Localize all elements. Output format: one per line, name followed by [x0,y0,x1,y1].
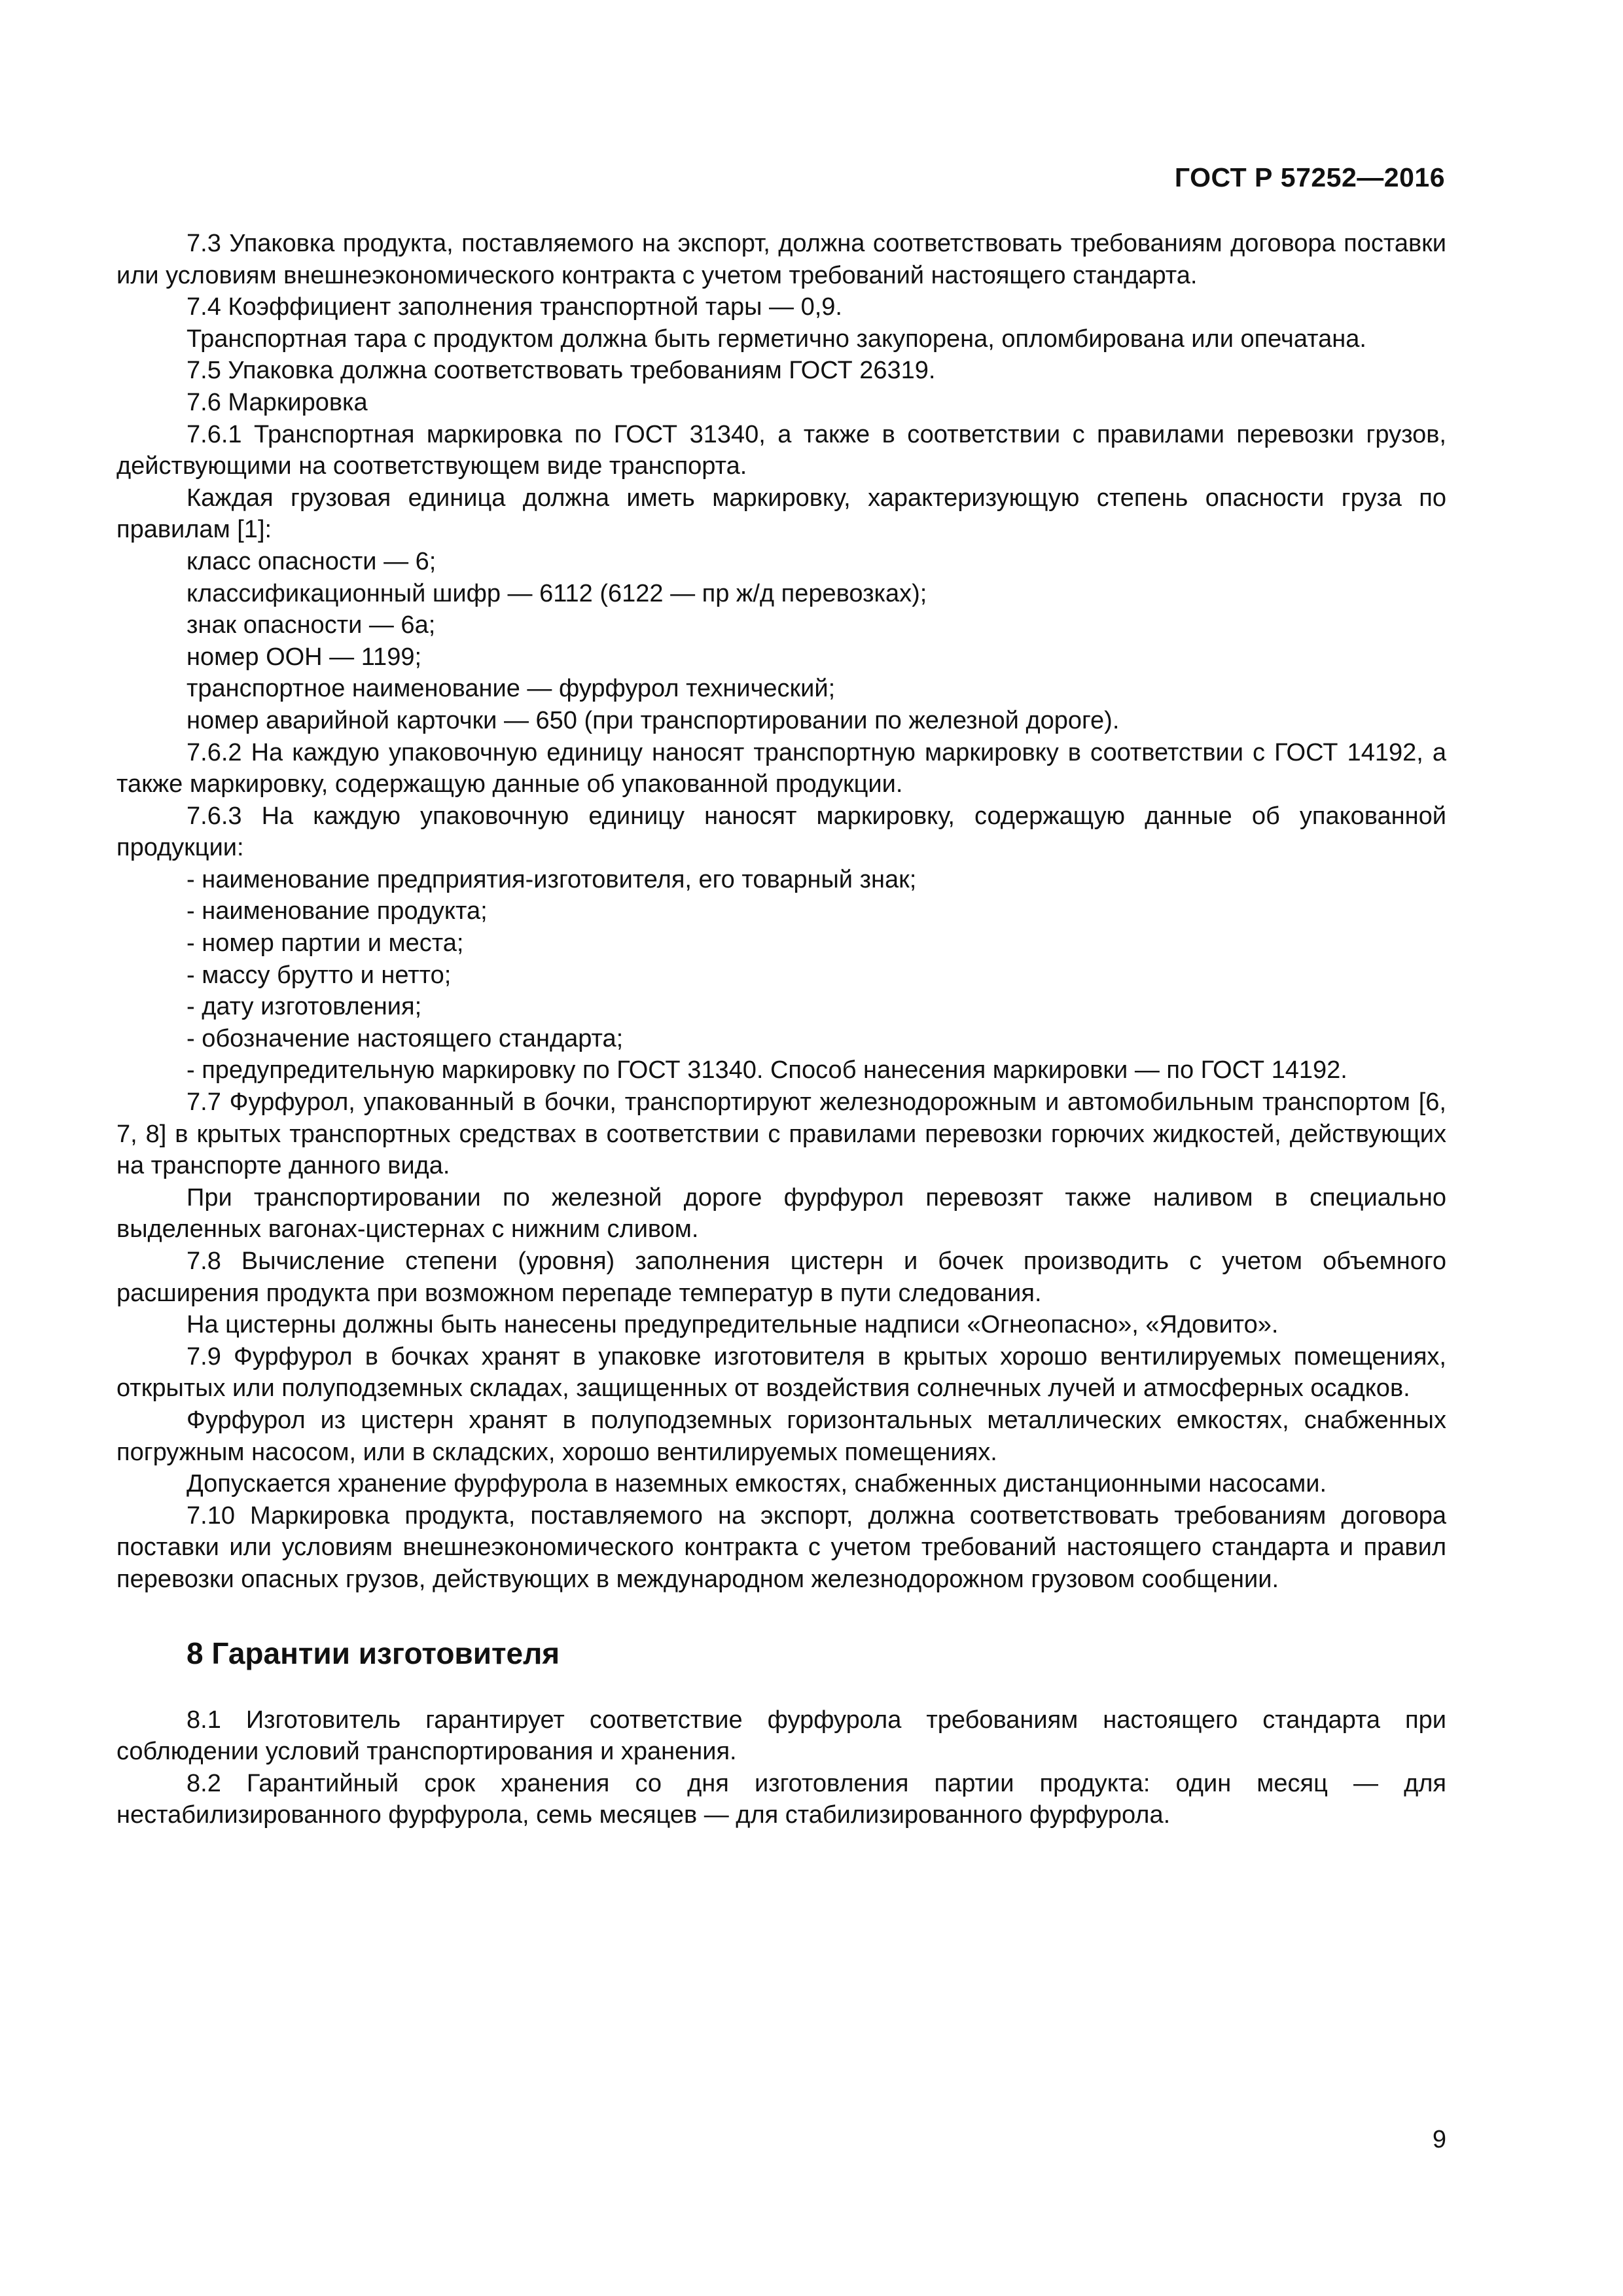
list-item: - наименование предприятия-изготовителя, его товарный знак; [187,865,917,893]
list-item: номер ООН — 1199; [187,643,422,671]
document-body [116,228,1446,1831]
paragraph-7-8-warning: На цистерны должны быть нанесены предупредительные надписи «Огнеопасно», «Ядовито». [187,1311,1279,1339]
standard-code-header: ГОСТ Р 57252—2016 [1174,162,1445,192]
paragraph-7-10: 7.10 Маркировка продукта, поставляемого на экспорт, должна соответствовать требованиям договора поставки или условиям внешнеэкономического контракта с учетом требований настоящего стандарта и правил перевозки опасных грузов, действующих в международном железнодорожном грузовом сообщении. [116,1501,1446,1593]
list-item: номер аварийной карточки — 650 (при транспортировании по железной дороге). [187,706,1120,734]
product-marking-list [116,864,1446,1086]
list-item: класс опасности — 6; [187,547,437,575]
list-item: знак опасности — 6а; [187,611,436,639]
hazard-marking-list [116,546,1446,737]
page-number: 9 [1432,2126,1446,2153]
paragraph-7-5: 7.5 Упаковка должна соответствовать требованиям ГОСТ 26319. [187,357,936,385]
paragraph-7-3: 7.3 Упаковка продукта, поставляемого на экспорт, должна соответствовать требованиям договора поставки или условиям внешнеэкономического контракта с учетом требований настоящего стандарта. [116,230,1446,289]
paragraph-7-6-1: 7.6.1 Транспортная маркировка по ГОСТ 31340, а также в соответствии с правилами перевозки грузов, действующими на соответствующем виде транспорта. [116,420,1446,480]
list-item: - номер партии и места; [187,929,464,958]
list-item: классификационный шифр — 6112 (6122 — пр ж/д перевозках); [187,579,927,607]
section-8-title: 8 Гарантии изготовителя [187,1636,560,1670]
paragraph-7-8: 7.8 Вычисление степени (уровня) заполнения цистерн и бочек производить с учетом объемного расширения продукта при возможном перепаде температур в пути следования. [116,1247,1446,1307]
list-item: - обозначение настоящего стандарта; [187,1024,624,1052]
paragraph-7-7: 7.7 Фурфурол, упакованный в бочки, транспортируют железнодорожным и автомобильным транспортом [6, 7, 8] в крытых транспортных средствах в соответствии с правилами перевозки горючих жидкостей, действующих на транспорте данного вида. [116,1088,1446,1180]
list-item: - наименование продукта; [187,897,488,925]
paragraph-7-4: 7.4 Коэффициент заполнения транспортной тары — 0,9. [187,293,842,321]
paragraph-7-9-tanks: Фурфурол из цистерн хранят в полуподземных горизонтальных металлических емкостях, снабженных погружным насосом, или в складских, хорошо вентилируемых помещениях. [116,1406,1446,1466]
paragraph-7-9: 7.9 Фурфурол в бочках хранят в упаковке изготовителя в крытых хорошо вентилируемых помещениях, открытых или полуподземных складах, защищенных от воздействия солнечных лучей и атмосферных осадков. [116,1342,1446,1403]
paragraph-7-6-3: 7.6.3 На каждую упаковочную единицу наносят маркировку, содержащую данные об упакованной продукции: [116,802,1446,862]
list-item: - предупредительную маркировку по ГОСТ 31340. Способ нанесения маркировки — по ГОСТ 14192. [187,1056,1347,1085]
list-item: - массу брутто и нетто; [187,961,452,989]
paragraph-7-6: 7.6 Маркировка [187,388,368,416]
list-item: транспортное наименование — фурфурол технический; [187,675,836,703]
paragraph-7-9-surface: Допускается хранение фурфурола в наземных емкостях, снабженных дистанционными насосами. [187,1470,1327,1498]
paragraph-8-2: 8.2 Гарантийный срок хранения со дня изготовления партии продукта: один месяц — для нестабилизированного фурфурола, семь месяцев — для стабилизированного фурфурола. [116,1769,1446,1829]
paragraph-8-1: 8.1 Изготовитель гарантирует соответствие фурфурола требованиям настоящего стандарта при соблюдении условий транспортирования и хранения. [116,1706,1446,1766]
paragraph-7-6-1-hazard-intro: Каждая грузовая единица должна иметь маркировку, характеризующую степень опасности груза по правилам [1]: [116,484,1446,544]
list-item: - дату изготовления; [187,993,422,1021]
paragraph-7-4-container: Транспортная тара с продуктом должна быть герметично закупорена, опломбирована или опечатана. [187,325,1366,353]
paragraph-7-7-rail: При транспортировании по железной дороге фурфурол перевозят также наливом в специально выделенных вагонах-цистернах с нижним сливом. [116,1183,1446,1244]
paragraph-7-6-2: 7.6.2 На каждую упаковочную единицу наносят транспортную маркировку в соответствии с ГОСТ 14192, а также маркировку, содержащую данные об упакованной продукции. [116,738,1446,798]
